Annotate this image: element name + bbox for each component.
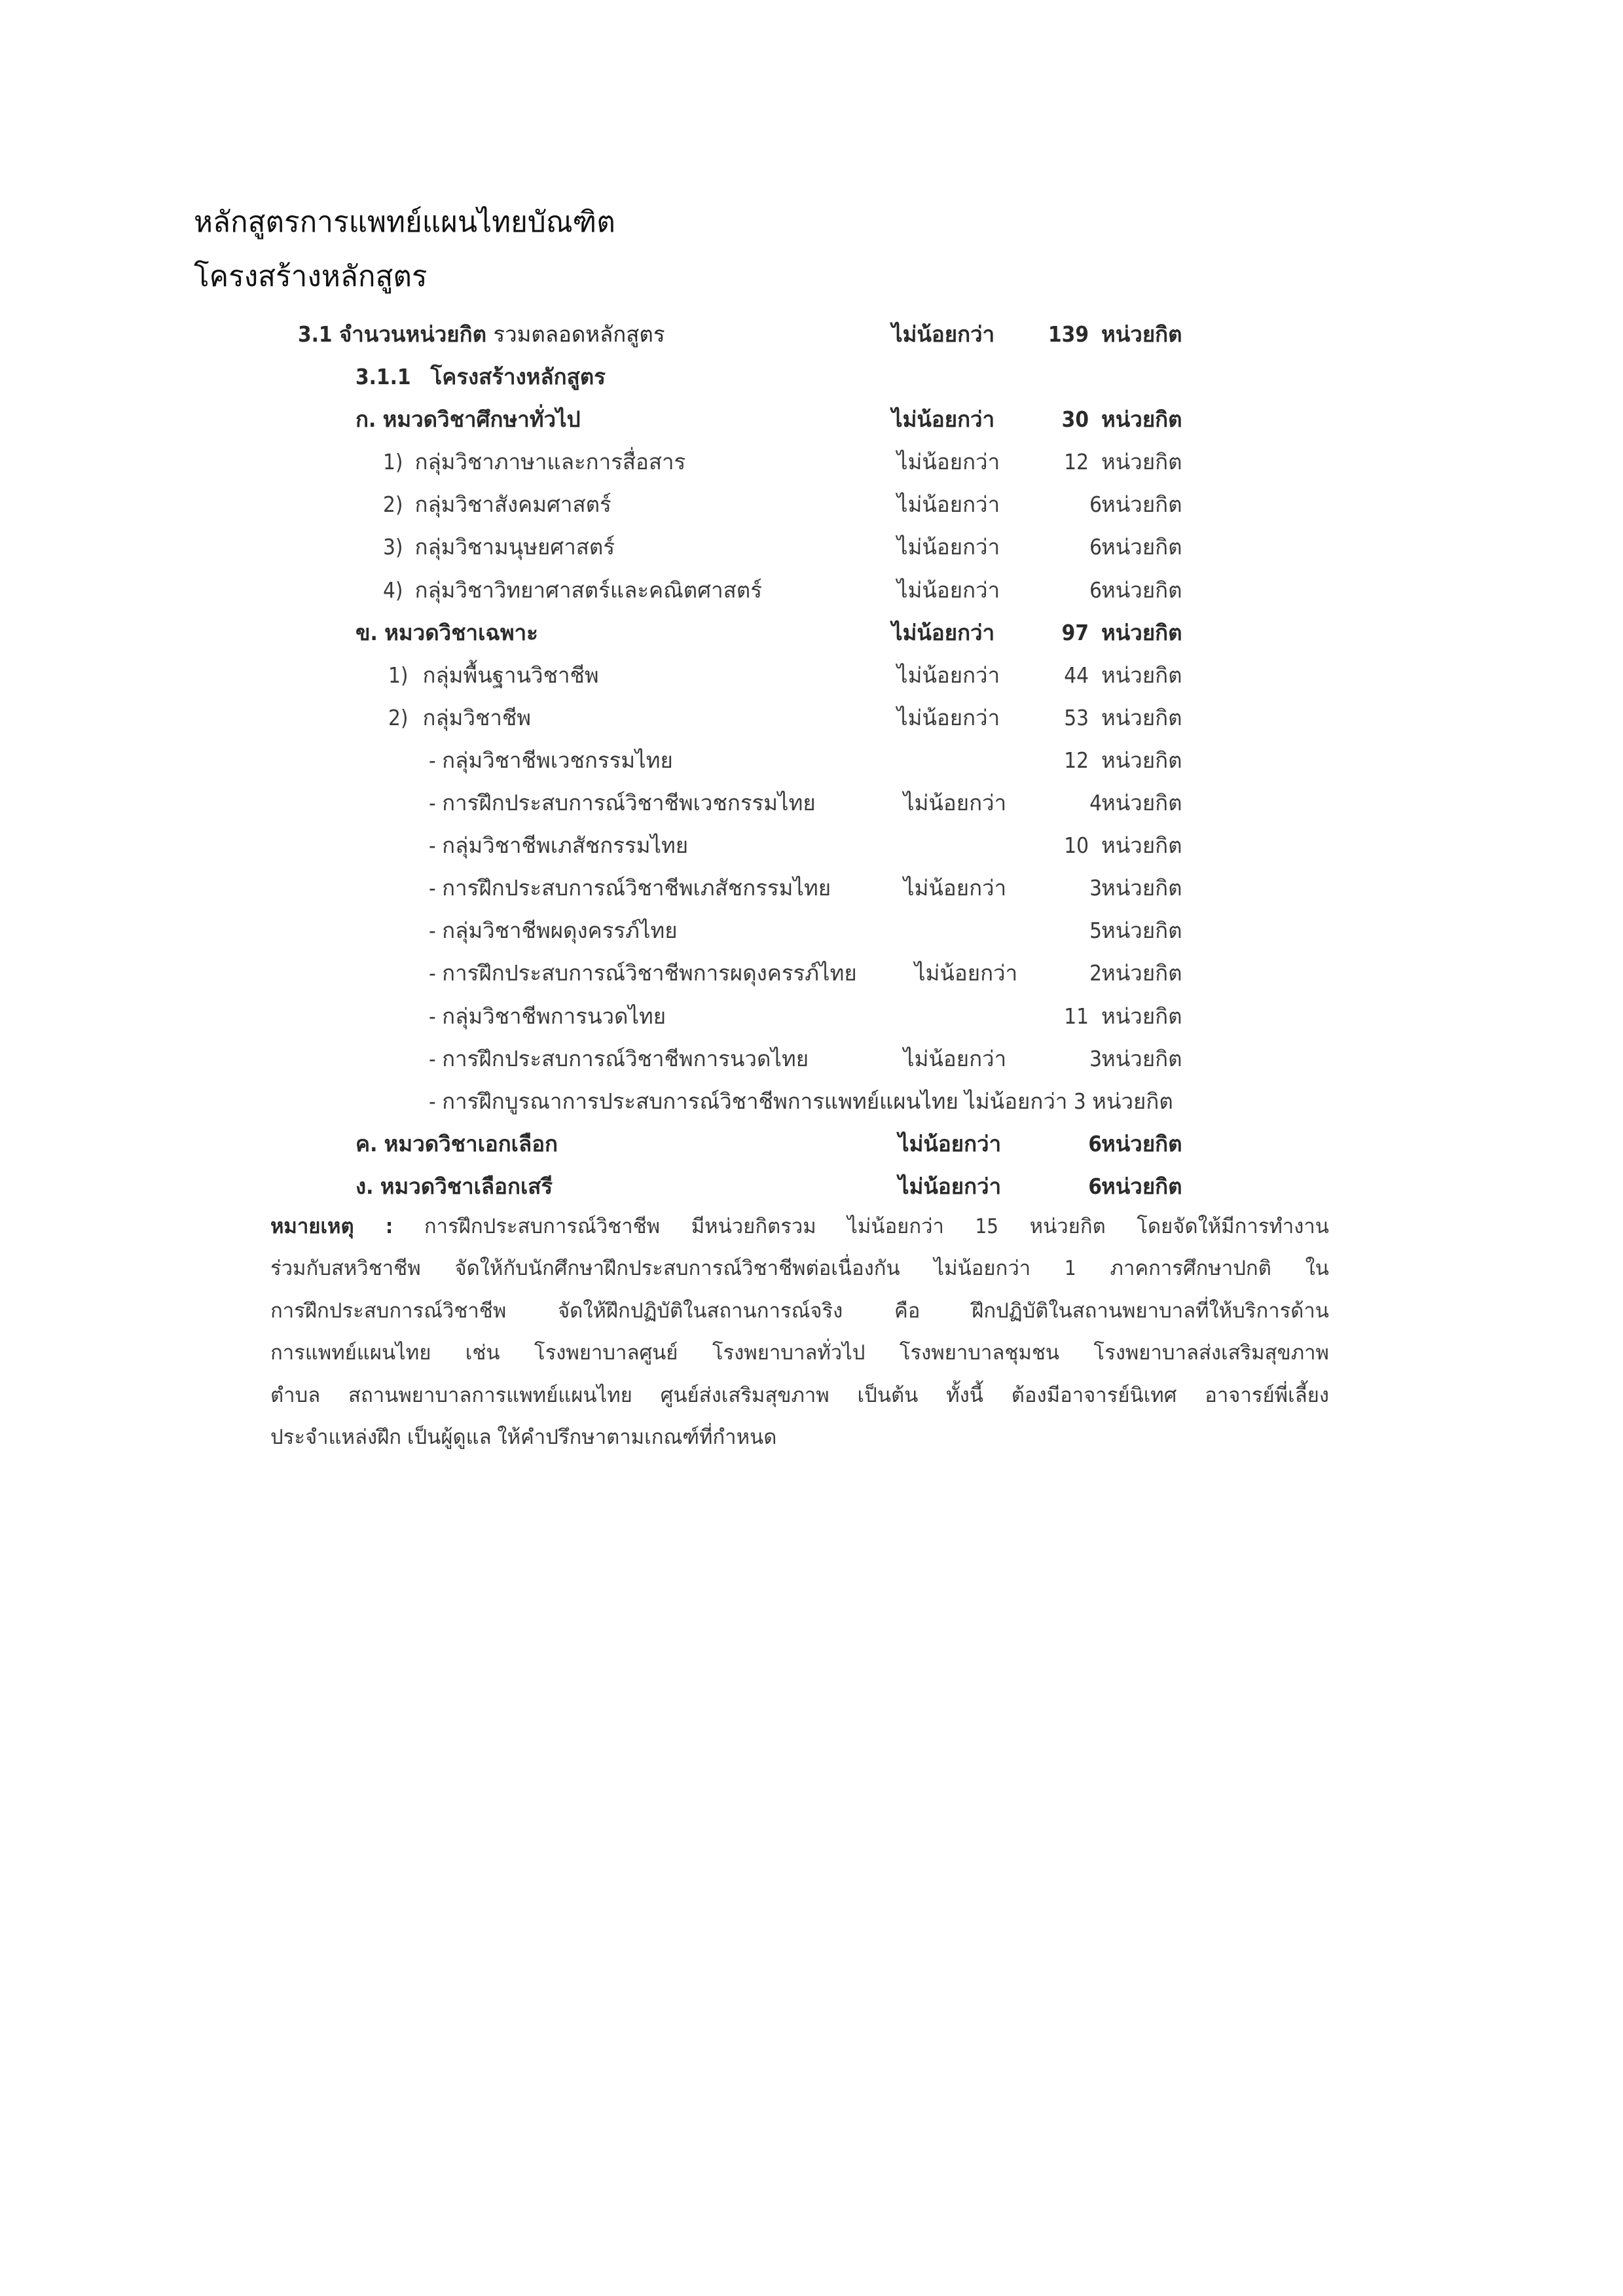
credit-unit: หน่วยกิต — [1101, 449, 1182, 475]
integrated-practice-text: - การฝึกบูรณาการประสบการณ์วิชาชีพการแพทย์แผนไทย ไม่น้อยกว่า 3 หน่วยกิต — [429, 1088, 1173, 1114]
qualifier-text: ไม่น้อยกว่า — [892, 619, 995, 645]
subitem-label: - กลุ่มวิชาชีพเภสัชกรรมไทย — [429, 833, 689, 859]
group-row — [0, 654, 1623, 696]
subitem-row — [0, 952, 1623, 994]
credit-unit: หน่วยกิต — [1101, 747, 1182, 773]
qualifier-text: ไม่น้อยกว่า — [897, 662, 1000, 688]
section-heading-row — [0, 355, 1623, 398]
qualifier-text: ไม่น้อยกว่า — [892, 406, 995, 433]
credit-value: 139 — [1048, 321, 1089, 347]
group-number: 2) — [388, 704, 409, 730]
credit-unit: หน่วยกิต — [1101, 790, 1182, 816]
credit-unit: หน่วยกิต — [1101, 619, 1182, 645]
qualifier-text: ไม่น้อยกว่า — [897, 704, 1000, 730]
credit-value: 2 — [1089, 960, 1102, 986]
category-row — [0, 611, 1623, 654]
credit-unit: หน่วยกิต — [1101, 492, 1182, 518]
section-heading — [356, 355, 606, 398]
subitem-label: - การฝึกประสบการณ์วิชาชีพการนวดไทย — [429, 1045, 809, 1071]
group-name: กลุ่มวิชาสังคมศาสตร์ — [414, 492, 611, 518]
group-label — [388, 654, 599, 696]
footnote-line: ร่วมกับสหวิชาชีพ จัดให้กับนักศึกษาฝึกประสบการณ์วิชาชีพต่อเนื่องกัน ไม่น้อยกว่า 1 ภาคการศึกษาปกติ ใน — [270, 1257, 1329, 1281]
group-label — [383, 440, 685, 483]
credit-unit: หน่วยกิต — [1101, 534, 1182, 560]
credit-unit: หน่วยกิต — [1101, 960, 1182, 986]
qualifier-text: ไม่น้อยกว่า — [897, 577, 1000, 603]
credit-value: 44 — [1064, 662, 1089, 688]
credit-unit: หน่วยกิต — [1101, 577, 1182, 603]
footnote-text: การฝึกประสบการณ์วิชาชีพ มีหน่วยกิตรวม ไม่น้อยกว่า 15 หน่วยกิต โดยจัดให้มีการทำงาน — [424, 1215, 1329, 1238]
category-row — [0, 398, 1623, 440]
section-heading-label: โครงสร้างหลักสูตร — [430, 364, 606, 390]
qualifier-text: ไม่น้อยกว่า — [903, 875, 1007, 901]
credit-value: 11 — [1064, 1003, 1089, 1029]
subitem-label: - กลุ่มวิชาชีพเวชกรรมไทย — [429, 747, 673, 773]
group-number: 2) — [383, 492, 403, 518]
group-row — [0, 440, 1623, 483]
group-name: กลุ่มวิชามนุษยศาสตร์ — [414, 534, 615, 560]
credit-unit: หน่วยกิต — [1101, 1173, 1182, 1199]
credit-unit: หน่วยกิต — [1101, 918, 1182, 944]
footnote-line: การแพทย์แผนไทย เช่น โรงพยาบาลศูนย์ โรงพยาบาลทั่วไป โรงพยาบาลชุมชน โรงพยาบาลส่งเสริมสุขภาพ — [270, 1341, 1329, 1365]
credit-value: 97 — [1061, 619, 1089, 645]
group-label — [383, 526, 615, 568]
subitem-row — [0, 867, 1623, 909]
footnote-line: ตำบล สถานพยาบาลการแพทย์แผนไทย ศูนย์ส่งเสริมสุขภาพ เป็นต้น ทั้งนี้ ต้องมีอาจารย์นิเทศ อาจารย์พี่เลี้ยง — [270, 1383, 1329, 1407]
qualifier-text: ไม่น้อยกว่า — [898, 1173, 1002, 1199]
credit-value: 12 — [1064, 747, 1089, 773]
qualifier-text: ไม่น้อยกว่า — [897, 492, 1000, 518]
group-number: 4) — [383, 577, 403, 603]
total-credits-label — [298, 313, 665, 355]
subitem-label: - กลุ่มวิชาชีพผดุงครรภ์ไทย — [429, 918, 678, 944]
footnote-line: การฝึกประสบการณ์วิชาชีพ จัดให้ฝึกปฏิบัติในสถานการณ์จริง คือ ฝึกปฏิบัติในสถานพยาบาลที่ให้บริการด้าน — [270, 1299, 1329, 1323]
document-title: หลักสูตรการแพทย์แผนไทยบัณฑิต — [194, 206, 615, 239]
group-name: กลุ่มพื้นฐานวิชาชีพ — [422, 662, 599, 688]
category-label: ค. หมวดวิชาเอกเลือก — [356, 1130, 558, 1157]
credit-unit: หน่วยกิต — [1101, 662, 1182, 688]
group-label — [388, 696, 531, 739]
qualifier-text: ไม่น้อยกว่า — [892, 321, 995, 347]
group-name: กลุ่มวิชาวิทยาศาสตร์และคณิตศาสตร์ — [414, 577, 762, 603]
subitem-row — [0, 739, 1623, 781]
credit-value: 6 — [1089, 492, 1102, 518]
credit-value: 30 — [1061, 406, 1089, 433]
total-section-number: 3.1 — [298, 321, 333, 347]
credit-unit: หน่วยกิต — [1101, 406, 1182, 433]
group-name: กลุ่มวิชาชีพ — [422, 704, 532, 730]
credit-unit: หน่วยกิต — [1101, 833, 1182, 859]
credit-value: 6 — [1089, 577, 1102, 603]
credit-value: 5 — [1089, 918, 1102, 944]
qualifier-text: ไม่น้อยกว่า — [897, 449, 1000, 475]
credit-value: 3 — [1089, 875, 1102, 901]
credit-unit: หน่วยกิต — [1101, 704, 1182, 730]
credit-value: 6 — [1088, 1130, 1102, 1157]
subitem-row — [0, 1037, 1623, 1080]
footnote-line — [270, 1206, 1329, 1247]
qualifier-text: ไม่น้อยกว่า — [898, 1130, 1002, 1157]
credit-unit: หน่วยกิต — [1101, 1045, 1182, 1071]
total-credits-row — [0, 313, 1623, 355]
category-row — [0, 1165, 1623, 1208]
qualifier-text: ไม่น้อยกว่า — [897, 534, 1000, 560]
total-label-bold: จำนวนหน่วยกิต — [338, 321, 487, 347]
category-label: ง. หมวดวิชาเลือกเสรี — [356, 1173, 553, 1199]
credit-unit: หน่วยกิต — [1101, 875, 1182, 901]
subitem-label: - กลุ่มวิชาชีพการนวดไทย — [429, 1003, 666, 1029]
footnote-line: ประจำแหล่งฝึก เป็นผู้ดูแล ให้คำปรึกษาตามเกณฑ์ที่กำหนด — [270, 1425, 777, 1449]
group-number: 1) — [383, 449, 403, 475]
subitem-label: - การฝึกประสบการณ์วิชาชีพการผดุงครรภ์ไทย — [429, 960, 857, 986]
credit-value: 6 — [1088, 1173, 1102, 1199]
qualifier-text: ไม่น้อยกว่า — [903, 1045, 1007, 1071]
credit-unit: หน่วยกิต — [1101, 1003, 1182, 1029]
subitem-row — [0, 781, 1623, 824]
category-label: ก. หมวดวิชาศึกษาทั่วไป — [356, 406, 581, 433]
credit-value: 6 — [1089, 534, 1102, 560]
subitem-row — [0, 909, 1623, 952]
subitem-label: - การฝึกประสบการณ์วิชาชีพเวชกรรมไทย — [429, 790, 816, 816]
document-subtitle: โครงสร้างหลักสูตร — [194, 260, 428, 293]
group-row — [0, 696, 1623, 739]
total-label-light: รวมตลอดหลักสูตร — [493, 321, 665, 347]
credit-unit: หน่วยกิต — [1101, 1130, 1182, 1157]
category-label: ข. หมวดวิชาเฉพาะ — [356, 619, 538, 645]
group-row — [0, 526, 1623, 568]
footnote — [270, 1206, 1329, 1458]
group-row — [0, 483, 1623, 526]
group-label — [383, 569, 762, 611]
credit-value: 12 — [1064, 449, 1089, 475]
credit-unit: หน่วยกิต — [1101, 321, 1182, 347]
subitem-row — [0, 824, 1623, 867]
qualifier-text: ไม่น้อยกว่า — [903, 790, 1007, 816]
group-row — [0, 569, 1623, 611]
category-row — [0, 1122, 1623, 1165]
credit-value: 53 — [1064, 704, 1089, 730]
footnote-label: หมายเหตุ : — [270, 1215, 393, 1238]
group-label — [383, 483, 611, 526]
subitem-row — [0, 995, 1623, 1037]
credit-value: 10 — [1064, 833, 1089, 859]
group-number: 1) — [388, 662, 409, 688]
subitem-label: - การฝึกประสบการณ์วิชาชีพเภสัชกรรมไทย — [429, 875, 831, 901]
group-number: 3) — [383, 534, 403, 560]
credit-value: 4 — [1089, 790, 1102, 816]
section-heading-number: 3.1.1 — [356, 364, 411, 390]
integrated-practice-row — [0, 1080, 1623, 1122]
group-name: กลุ่มวิชาภาษาและการสื่อสาร — [414, 449, 686, 475]
credit-value: 3 — [1089, 1045, 1102, 1071]
credit-structure-table — [0, 313, 1623, 1208]
qualifier-text: ไม่น้อยกว่า — [915, 960, 1018, 986]
